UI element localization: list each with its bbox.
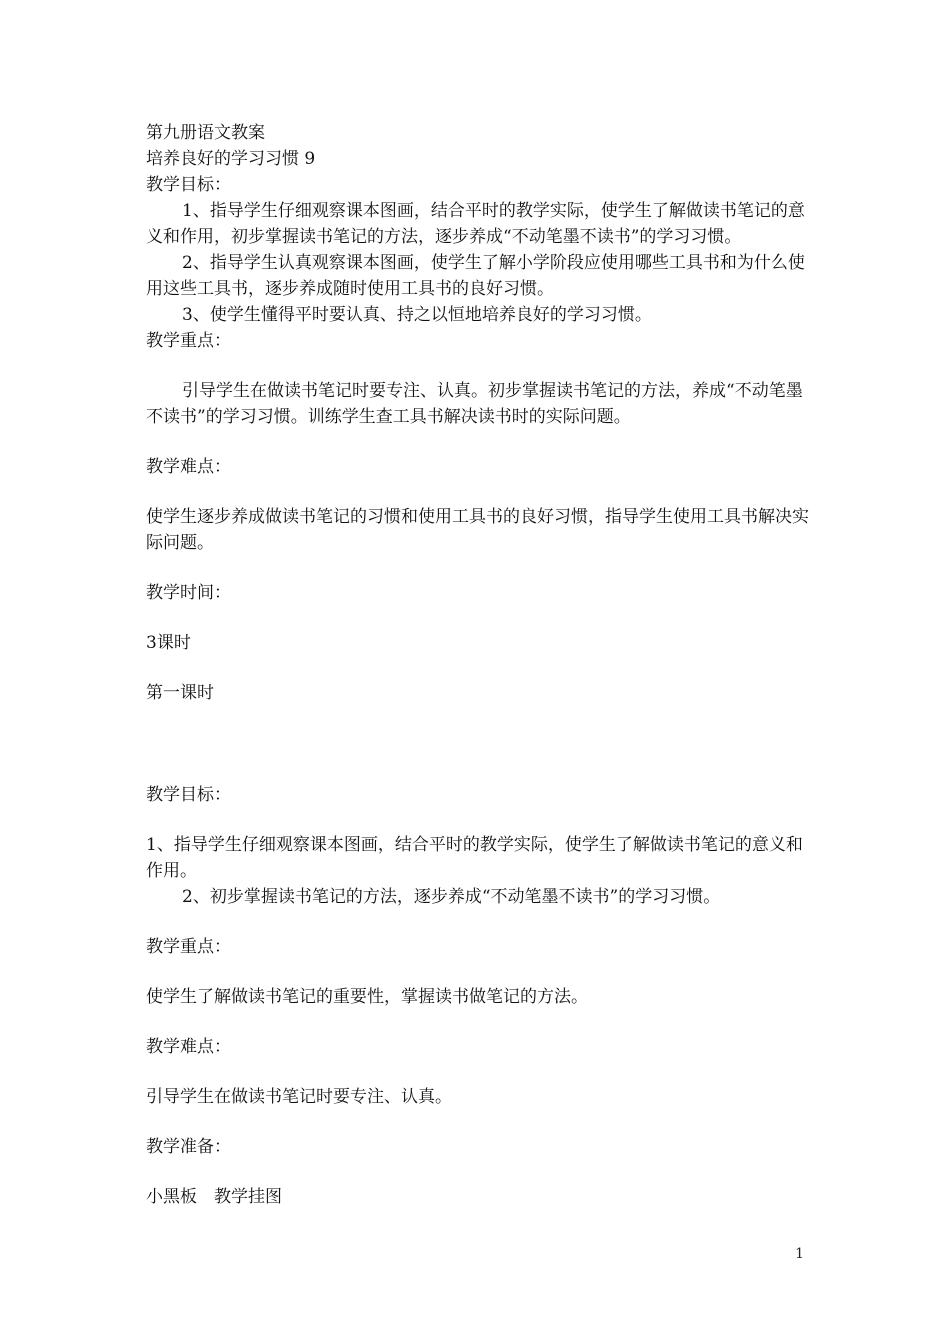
goals-heading: 教学目标： xyxy=(146,175,231,195)
lesson-title: 培养良好的学习习惯 9 xyxy=(146,149,316,169)
lesson1-preparation-heading: 教学准备： xyxy=(146,1137,231,1157)
time-heading: 教学时间： xyxy=(146,583,231,603)
lesson1-difficulties-heading: 教学难点： xyxy=(146,1037,231,1057)
difficulties-heading: 教学难点： xyxy=(146,457,231,477)
key-points-text: 引导学生在做读书笔记时要专注、认真。初步掌握读书笔记的方法，养成“不动笔墨不读书”的学习习惯。训练学生查工具书解决读书时的实际问题。 xyxy=(146,381,803,427)
lesson1-key-points-heading: 教学重点： xyxy=(146,937,231,957)
lesson1-goals-heading: 教学目标： xyxy=(146,785,231,805)
time-text: 3课时 xyxy=(146,633,191,653)
page-number: 1 xyxy=(795,1246,804,1262)
lesson1-goal-1: 1、指导学生仔细观察课本图画，结合平时的教学实际，使学生了解做读书笔记的意义和作用。 xyxy=(146,835,803,881)
document-body xyxy=(146,120,811,1210)
goal-item-1: 1、指导学生仔细观察课本图画，结合平时的教学实际，使学生了解做读书笔记的意义和作用，初步掌握读书笔记的方法，逐步养成“不动笔墨不读书”的学习习惯。 xyxy=(146,201,805,247)
lesson1-key-points-text: 使学生了解做读书笔记的重要性，掌握读书做笔记的方法。 xyxy=(146,987,588,1007)
key-points-heading: 教学重点： xyxy=(146,331,231,351)
difficulties-text: 使学生逐步养成做读书笔记的习惯和使用工具书的良好习惯，指导学生使用工具书解决实际问题。 xyxy=(146,507,809,553)
lesson1-preparation-text: 小黑板 教学挂图 xyxy=(146,1187,282,1207)
first-lesson-heading: 第一课时 xyxy=(146,683,214,703)
lesson1-difficulties-text: 引导学生在做读书笔记时要专注、认真。 xyxy=(146,1087,452,1107)
goal-item-3: 3、使学生懂得平时要认真、持之以恒地培养良好的学习习惯。 xyxy=(182,305,652,325)
goal-item-2: 2、指导学生认真观察课本图画，使学生了解小学阶段应使用哪些工具书和为什么使用这些工具书，逐步养成随时使用工具书的良好习惯。 xyxy=(146,253,805,299)
lesson1-goal-2: 2、初步掌握读书笔记的方法，逐步养成“不动笔墨不读书”的学习习惯。 xyxy=(182,887,721,907)
book-title: 第九册语文教案 xyxy=(146,123,265,143)
